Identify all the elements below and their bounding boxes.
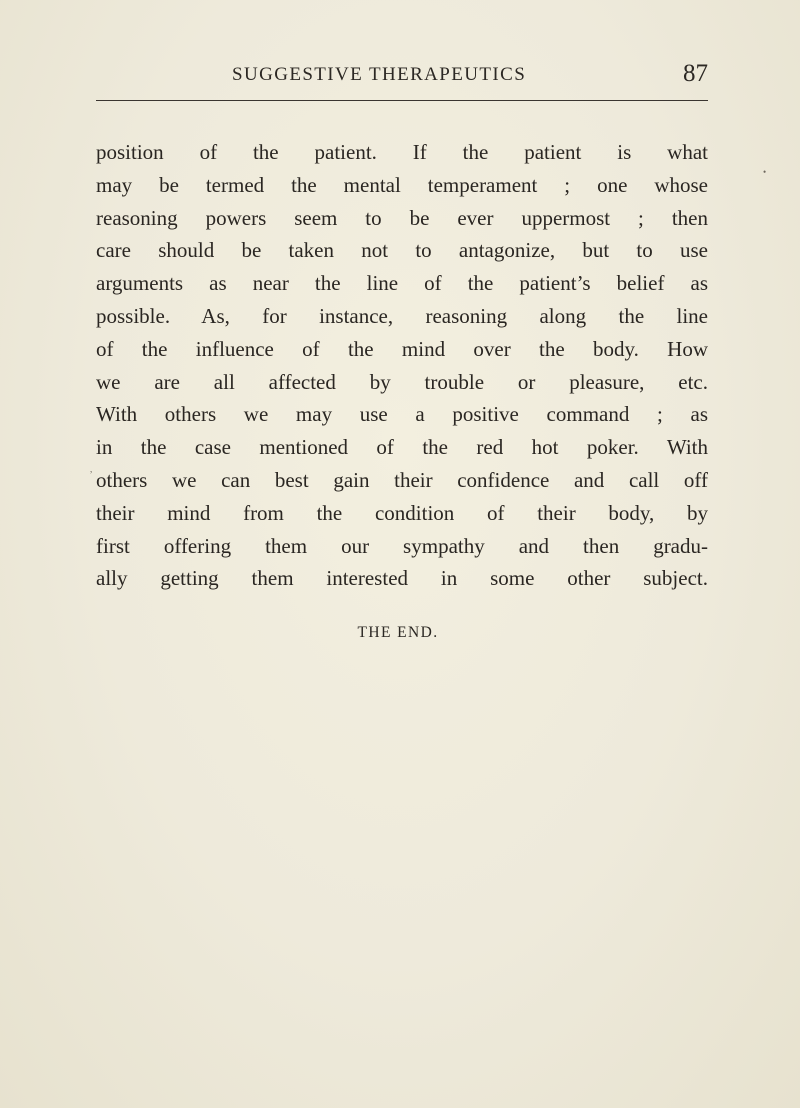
body-paragraph — [96, 136, 708, 595]
text-line: position of the patient. If the patient is what — [96, 140, 708, 164]
text-line: ally getting them interested in some other subject. — [96, 566, 708, 591]
page-number: 87 — [683, 60, 708, 87]
the-end-label: THE END. — [357, 624, 439, 641]
text-line: care should be taken not to antagonize, but to use — [96, 238, 708, 263]
text-line: With others we may use a positive command ; as — [96, 402, 708, 427]
print-speck: , — [90, 464, 93, 474]
header-rule — [96, 100, 708, 101]
running-head — [96, 60, 708, 92]
text-line: we are all affected by trouble or pleasure, etc. — [96, 369, 708, 394]
text-line: in the case mentioned of the red hot poker. With — [96, 435, 708, 460]
text-line: first offering them our sympathy and then gradu- — [96, 533, 708, 558]
text-line: reasoning powers seem to be ever uppermost ; then — [96, 205, 708, 230]
text-line: arguments as near the line of the patient’s belief as — [96, 271, 708, 296]
text-line: possible. As, for instance, reasoning along the line — [96, 303, 708, 328]
text-line: others we can best gain their confidence and call off — [96, 467, 708, 492]
text-line: of the influence of the mind over the body. How — [96, 336, 708, 361]
closing-text — [0, 624, 800, 642]
text-line: may be termed the mental temperament ; one whose — [96, 172, 708, 197]
text-line: their mind from the condition of their body, by — [96, 500, 708, 525]
running-title: SUGGESTIVE THERAPEUTICS — [232, 64, 527, 85]
print-speck: • — [763, 167, 767, 177]
